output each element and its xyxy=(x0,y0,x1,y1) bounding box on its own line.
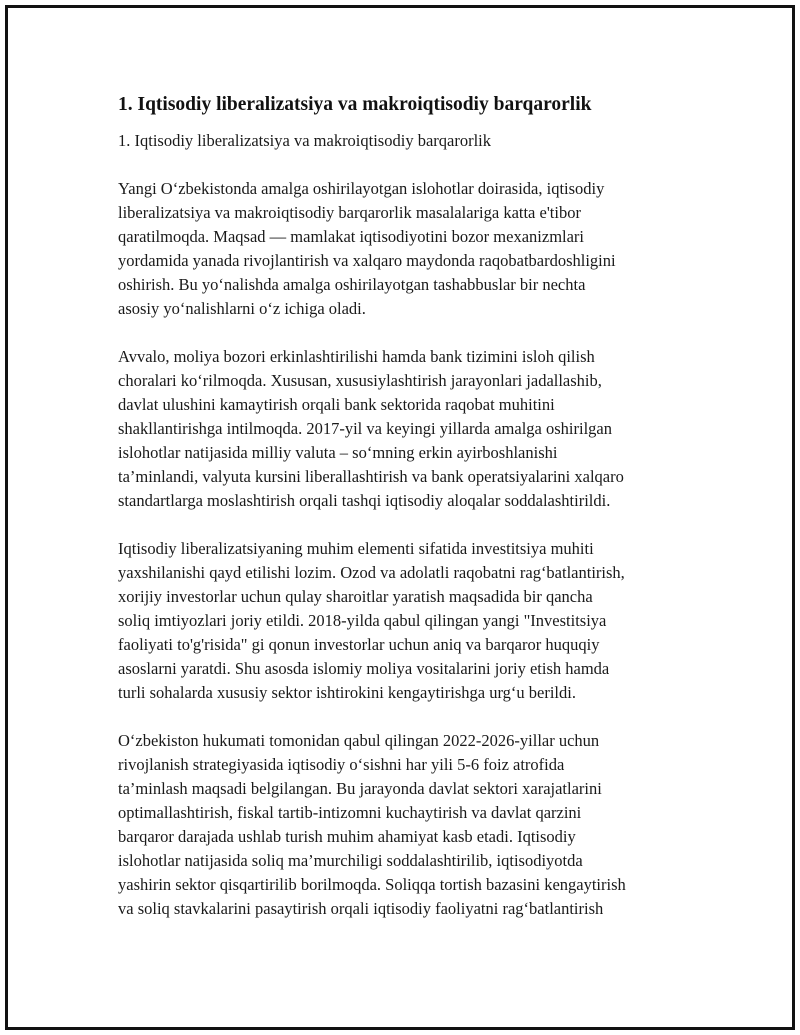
paragraph-line: yaxshilanishi qayd etilishi lozim. Ozod va adolatli raqobatni rag‘batlantirish, xyxy=(118,563,625,582)
document-subheading: 1. Iqtisodiy liberalizatsiya va makroiqtisodiy barqarorlik xyxy=(118,131,491,150)
paragraph-line: yordamida yanada rivojlantirish va xalqaro maydonda raqobatbardoshligini xyxy=(118,251,616,270)
document-body xyxy=(118,92,698,945)
paragraph-line: oshirish. Bu yo‘nalishda amalga oshirilayotgan tashabbuslar bir nechta xyxy=(118,275,586,294)
paragraph-line: O‘zbekiston hukumati tomonidan qabul qilingan 2022-2026-yillar uchun xyxy=(118,731,600,750)
paragraph-line: ta’minlash maqsadi belgilangan. Bu jarayonda davlat sektori xarajatlarini xyxy=(118,779,602,798)
paragraph-line: asosiy yo‘nalishlarni o‘z ichiga oladi. xyxy=(118,299,366,318)
document-heading: 1. Iqtisodiy liberalizatsiya va makroiqtisodiy barqarorlik xyxy=(118,94,592,115)
paragraph-line: Avvalo, moliya bozori erkinlashtirilishi hamda bank tizimini isloh qilish xyxy=(118,347,595,366)
paragraph-line: ta’minlandi, valyuta kursini liberallashtirish va bank operatsiyalarini xalqaro xyxy=(118,467,624,486)
paragraph-line: islohotlar natijasida soliq ma’murchiligi soddalashtirilib, iqtisodiyotda xyxy=(118,851,583,870)
paragraph-line: soliq imtiyozlari joriy etildi. 2018-yilda qabul qilingan yangi "Investitsiya xyxy=(118,611,607,630)
paragraph-line: liberalizatsiya va makroiqtisodiy barqarorlik masalalariga katta e'tibor xyxy=(118,203,581,222)
paragraph-line: va soliq stavkalarini pasaytirish orqali iqtisodiy faoliyatni rag‘batlantirish xyxy=(118,899,604,918)
paragraph-line: asoslarni yaratdi. Shu asosda islomiy moliya vositalarini joriy etish hamda xyxy=(118,659,610,678)
paragraph-line: faoliyati to'g'risida" gi qonun investorlar uchun aniq va barqaror huquqiy xyxy=(118,635,600,654)
paragraph-line: rivojlanish strategiyasida iqtisodiy o‘sishni har yili 5-6 foiz atrofida xyxy=(118,755,565,774)
paragraph-line: choralari ko‘rilmoqda. Xususan, xususiylashtirish jarayonlari jadallashib, xyxy=(118,371,602,390)
paragraph-financial-market xyxy=(118,345,698,513)
paragraph-line: Iqtisodiy liberalizatsiyaning muhim elementi sifatida investitsiya muhiti xyxy=(118,539,594,558)
paragraph-line: davlat ulushini kamaytirish orqali bank sektorida raqobat muhitini xyxy=(118,395,555,414)
paragraph-line: barqaror darajada ushlab turish muhim ahamiyat kasb etadi. Iqtisodiy xyxy=(118,827,576,846)
paragraph-line: optimallashtirish, fiskal tartib-intizomni kuchaytirish va davlat qarzini xyxy=(118,803,582,822)
paragraph-line: yashirin sektor qisqartirilib borilmoqda. Soliqqa tortish bazasini kengaytirish xyxy=(118,875,626,894)
paragraph-line: turli sohalarda xususiy sektor ishtirokini kengaytirishga urg‘u berildi. xyxy=(118,683,576,702)
paragraph-line: islohotlar natijasida milliy valuta – so‘mning erkin ayirboshlanishi xyxy=(118,443,558,462)
paragraph-investment-climate xyxy=(118,537,698,705)
paragraph-development-strategy xyxy=(118,729,698,921)
paragraph-line: standartlarga moslashtirish orqali tashqi iqtisodiy aloqalar soddalashtirildi. xyxy=(118,491,611,510)
paragraph-line: shakllantirishga intilmoqda. 2017-yil va keyingi yillarda amalga oshirilgan xyxy=(118,419,612,438)
paragraph-line: Yangi O‘zbekistonda amalga oshirilayotgan islohotlar doirasida, iqtisodiy xyxy=(118,179,605,198)
paragraph-line: qaratilmoqda. Maqsad — mamlakat iqtisodiyotini bozor mexanizmlari xyxy=(118,227,585,246)
paragraph-line: xorijiy investorlar uchun qulay sharoitlar yaratish maqsadida bir qancha xyxy=(118,587,593,606)
paragraph-intro xyxy=(118,177,698,321)
